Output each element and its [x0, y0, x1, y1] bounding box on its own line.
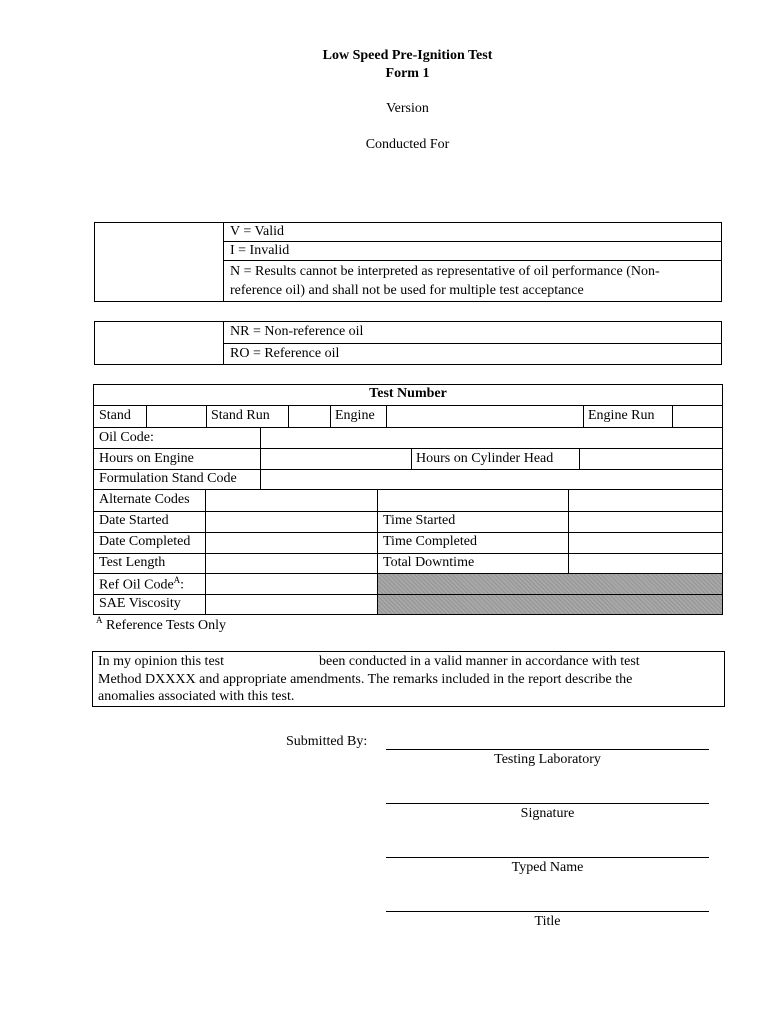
invalid-code: I = Invalid: [230, 243, 290, 258]
opinion-line3: anomalies associated with this test.: [98, 689, 295, 704]
test-length-label: Test Length: [99, 555, 166, 570]
alternate-codes-label: Alternate Codes: [99, 492, 190, 507]
signature-label: Signature: [520, 806, 575, 821]
valid-code: V = Valid: [230, 224, 285, 239]
opinion-line2: Method DXXXX and appropriate amendments. The remarks included in the report describe the: [98, 672, 633, 687]
time-started-label: Time Started: [383, 513, 456, 528]
hours-on-cylinder-head-label: Hours on Cylinder Head: [416, 451, 554, 466]
typed-name-label: Typed Name: [511, 860, 584, 875]
non-reference-oil-code: NR = Non-reference oil: [230, 324, 364, 339]
form-number: Form 1: [385, 66, 430, 81]
date-started-label: Date Started: [99, 513, 169, 528]
version-label: Version: [386, 101, 429, 116]
sae-viscosity-label: SAE Viscosity: [99, 596, 181, 611]
formulation-stand-code-label: Formulation Stand Code: [99, 471, 237, 486]
typed-name-line[interactable]: [386, 857, 709, 858]
opinion-statement-box: [92, 651, 725, 707]
title-line[interactable]: [386, 911, 709, 912]
title-label: Title: [534, 914, 561, 929]
not-interpretable-code-line1: N = Results cannot be interpreted as representative of oil performance (Non-: [230, 264, 660, 279]
validity-legend-box: [94, 222, 722, 302]
test-number-header: Test Number: [369, 386, 447, 401]
shaded-cell: [378, 574, 722, 594]
stand-run-label: Stand Run: [211, 408, 270, 423]
footnote: $^A$ Reference Tests Only: [96, 615, 227, 633]
time-completed-label: Time Completed: [383, 534, 477, 549]
reference-oil-code: RO = Reference oil: [230, 346, 340, 361]
testing-laboratory-label: Testing Laboratory: [494, 752, 601, 767]
stand-label: Stand: [99, 408, 131, 423]
hours-on-engine-label: Hours on Engine: [99, 451, 194, 466]
shaded-cell: [378, 595, 722, 614]
form-title: Low Speed Pre-Ignition Test: [322, 48, 493, 63]
oil-type-legend-box: [94, 321, 722, 365]
test-info-table: [93, 384, 723, 615]
signature-line[interactable]: [386, 803, 709, 804]
not-interpretable-code-line2: reference oil) and shall not be used for multiple test acceptance: [230, 283, 584, 298]
ref-oil-code-label: Ref Oil Code$^A$:: [99, 575, 185, 593]
opinion-line1-start: In my opinion this test: [98, 654, 224, 669]
oil-code-label: Oil Code:: [99, 430, 154, 445]
conducted-for-label: Conducted For: [365, 137, 450, 152]
total-downtime-label: Total Downtime: [383, 555, 475, 570]
submitted-by-label: Submitted By:: [286, 734, 368, 749]
date-completed-label: Date Completed: [99, 534, 191, 549]
opinion-line1-end: been conducted in a valid manner in accordance with test: [319, 654, 640, 669]
engine-label: Engine: [335, 408, 375, 423]
engine-run-label: Engine Run: [588, 408, 655, 423]
testing-laboratory-line[interactable]: [386, 749, 709, 750]
